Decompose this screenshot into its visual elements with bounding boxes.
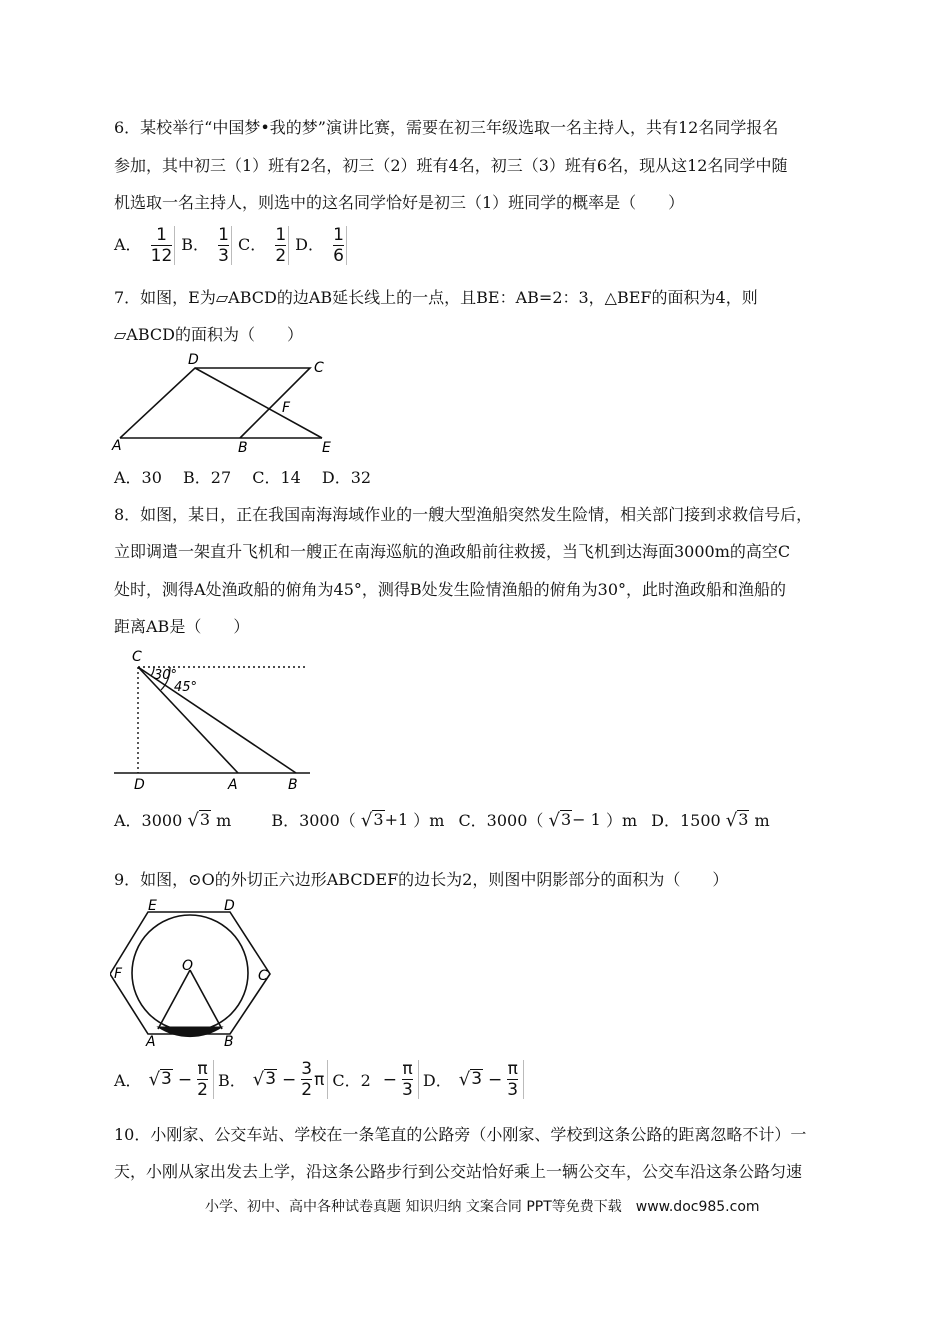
sqrt-expression: √ 3 bbox=[187, 810, 211, 831]
label-e: E bbox=[148, 898, 157, 914]
q8-line-1: 8．如图，某日，正在我国南海海域作业的一艘大型渔船突然发生险情，相关部门接到求救信号后， bbox=[114, 505, 813, 524]
q7-line-1: 7．如图，E为▱ABCD的边AB延长线上的一点，且BE：AB=2：3，△BEF的面积为4，则 bbox=[114, 288, 758, 307]
label-f: F bbox=[282, 400, 291, 416]
q6-option-d: D． $\frac{1}{6}$ bbox=[295, 226, 353, 265]
fraction: $\frac{1}{2}$ bbox=[275, 226, 289, 265]
q10-line-2: 天，小刚从家出发去上学，沿这条公路步行到公交站恰好乘上一辆公交车，公交车沿这条公路匀速 bbox=[114, 1162, 803, 1181]
math-expression: √ 3 − $\frac{\pi}{3}$ bbox=[456, 1060, 524, 1099]
q6-option-b: B． $\frac{1}{3}$ bbox=[181, 226, 238, 265]
label-d: D bbox=[224, 898, 235, 914]
label-f: F bbox=[114, 966, 123, 982]
label-a: A bbox=[112, 438, 122, 454]
label-angle-30: 30° bbox=[154, 668, 178, 683]
label-d: D bbox=[188, 352, 199, 368]
q8-line-3: 处时，测得A处渔政船的俯角为45°，测得B处发生险情渔船的俯角为30°，此时渔政船和渔船的 bbox=[114, 580, 787, 599]
q8-angle-figure bbox=[110, 645, 315, 795]
label-c: C bbox=[132, 649, 142, 665]
label-d: D bbox=[134, 777, 145, 793]
q9-option-b: B． √ 3 − $\frac{3}{2}$ π bbox=[218, 1060, 332, 1099]
q9-hexagon-figure bbox=[110, 898, 278, 1050]
math-expression: √ 3 − $\frac{\pi}{2}$ bbox=[146, 1060, 214, 1099]
q8-option-a: A．3000 √ 3 m bbox=[114, 810, 232, 831]
label-c: C bbox=[314, 360, 324, 376]
label-b: B bbox=[238, 440, 248, 456]
q7-line-2: ▱ABCD的面积为（ ） bbox=[114, 325, 303, 344]
q8-line-4: 距离AB是（ ） bbox=[114, 617, 250, 636]
q7-options: A．30 B．27 C．14 D．32 bbox=[114, 468, 372, 487]
shaded-region bbox=[158, 1027, 222, 1037]
q7-parallelogram-figure bbox=[110, 350, 340, 460]
q6-option-c: C． $\frac{1}{2}$ bbox=[238, 226, 295, 265]
label-a: A bbox=[228, 777, 238, 793]
q9-option-c: C．2 − $\frac{\pi}{3}$ bbox=[332, 1060, 423, 1099]
q6-line-1: 6．某校举行“中国梦•我的梦”演讲比赛，需要在初三年级选取一名主持人，共有12名同学报名 bbox=[114, 118, 779, 137]
q8-options bbox=[114, 808, 770, 831]
line-oa bbox=[158, 970, 190, 1029]
line-de bbox=[195, 368, 322, 438]
label-o: O bbox=[182, 958, 194, 974]
label-e: E bbox=[322, 440, 331, 456]
line-ob bbox=[190, 970, 222, 1029]
label-a: A bbox=[146, 1034, 156, 1050]
q6-line-2: 参加，其中初三（1）班有2名，初三（2）班有4名，初三（3）班有6名，现从这12名同学中随 bbox=[114, 156, 788, 175]
q10-line-1: 10．小刚家、公交车站、学校在一条笔直的公路旁（小刚家、学校到这条公路的距离忽略不计）一 bbox=[114, 1125, 807, 1144]
q8-option-c: C．3000（ √ 3 − 1 ）m bbox=[458, 810, 638, 831]
label-b: B bbox=[224, 1034, 234, 1050]
label-angle-45: 45° bbox=[174, 680, 198, 695]
q9-option-d: D． √ 3 − $\frac{\pi}{3}$ bbox=[423, 1060, 528, 1099]
fraction: $\frac{1}{3}$ bbox=[218, 226, 232, 265]
q9-option-a: A． √ 3 − $\frac{\pi}{2}$ bbox=[114, 1060, 218, 1099]
q9-line-1: 9．如图，⊙O的外切正六边形ABCDEF的边长为2，则图中阴影部分的面积为（ ） bbox=[114, 870, 729, 889]
math-expression: √ 3 − $\frac{3}{2}$ π bbox=[250, 1060, 329, 1099]
q8-line-2: 立即调遣一架直升飞机和一艘正在南海巡航的渔政船前往救援，当飞机到达海面3000m的高空C bbox=[114, 542, 791, 561]
page-footer: 小学、初中、高中各种试卷真题 知识归纳 文案合同 PPT等免费下载 www.doc985.com bbox=[205, 1199, 760, 1215]
q8-option-b: B．3000（ √ 3 +1 ）m bbox=[271, 810, 445, 831]
fraction: $\frac{1}{6}$ bbox=[333, 226, 347, 265]
q9-options bbox=[114, 1060, 528, 1099]
sqrt-expression: √ 3 bbox=[725, 810, 749, 831]
q6-option-a: A． $\frac{1}{12}$ bbox=[114, 226, 181, 265]
sqrt-expression: √ 3 − 1 bbox=[548, 810, 601, 831]
label-c: C bbox=[258, 968, 268, 984]
q8-option-d: D．1500 √ 3 m bbox=[651, 810, 770, 831]
fraction: $\frac{1}{12}$ bbox=[151, 226, 176, 265]
sqrt-expression: √ 3 +1 bbox=[360, 810, 409, 831]
label-b: B bbox=[288, 777, 298, 793]
math-expression: − $\frac{\pi}{3}$ bbox=[375, 1060, 419, 1099]
q6-options bbox=[114, 226, 353, 265]
q6-line-3: 机选取一名主持人，则选中的这名同学恰好是初三（1）班同学的概率是（ ） bbox=[114, 193, 685, 212]
